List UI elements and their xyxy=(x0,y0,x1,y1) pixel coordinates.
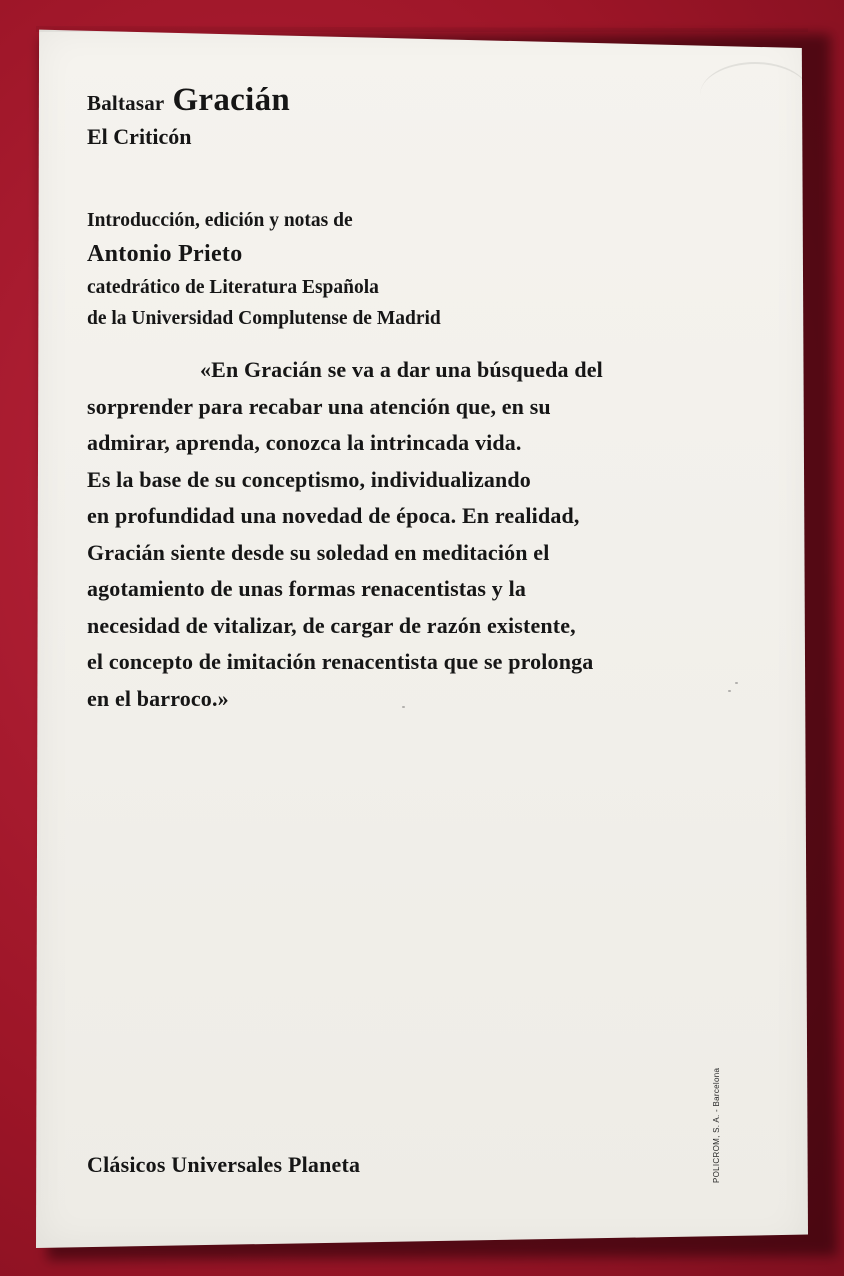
quote-line: Es la base de su conceptismo, individualizando xyxy=(87,466,531,492)
editor-credit xyxy=(87,206,441,334)
editor-role-line: de la Universidad Complutense de Madrid xyxy=(87,308,441,329)
paper-speck xyxy=(728,690,731,692)
author-last-name: Gracián xyxy=(172,82,291,118)
series-name: Clásicos Universales Planeta xyxy=(87,1152,361,1177)
author-name xyxy=(87,82,290,119)
paper-speck xyxy=(402,706,405,708)
paper-speck xyxy=(735,682,738,684)
quote-line: sorprender para recabar una atención que, en su xyxy=(87,393,551,419)
credit-intro: Introducción, edición y notas de xyxy=(87,210,353,231)
quote-line: «En Gracián se va a dar una búsqueda del xyxy=(200,357,603,382)
blurb-quote xyxy=(87,352,603,717)
author-first-name: Baltasar xyxy=(87,91,165,115)
quote-line: en profundidad una novedad de época. En realidad, xyxy=(87,503,580,528)
editor-role-line: catedrático de Literatura Española xyxy=(87,277,379,298)
editor-name: Antonio Prieto xyxy=(87,241,243,267)
quote-line: en el barroco.» xyxy=(87,685,229,711)
quote-line: Gracián siente desde su soledad en meditación el xyxy=(87,539,550,565)
book-title: El Criticón xyxy=(87,124,192,149)
quote-line: necesidad de vitalizar, de cargar de razón existente, xyxy=(87,612,576,638)
quote-line: agotamiento de unas formas renacentistas y la xyxy=(87,576,526,601)
printer-credit: POLICROM, S. A. - Barcelona xyxy=(712,1067,721,1183)
quote-line: el concepto de imitación renacentista que se prolonga xyxy=(87,649,594,674)
quote-line: admirar, aprenda, conozca la intrincada vida. xyxy=(87,430,522,455)
